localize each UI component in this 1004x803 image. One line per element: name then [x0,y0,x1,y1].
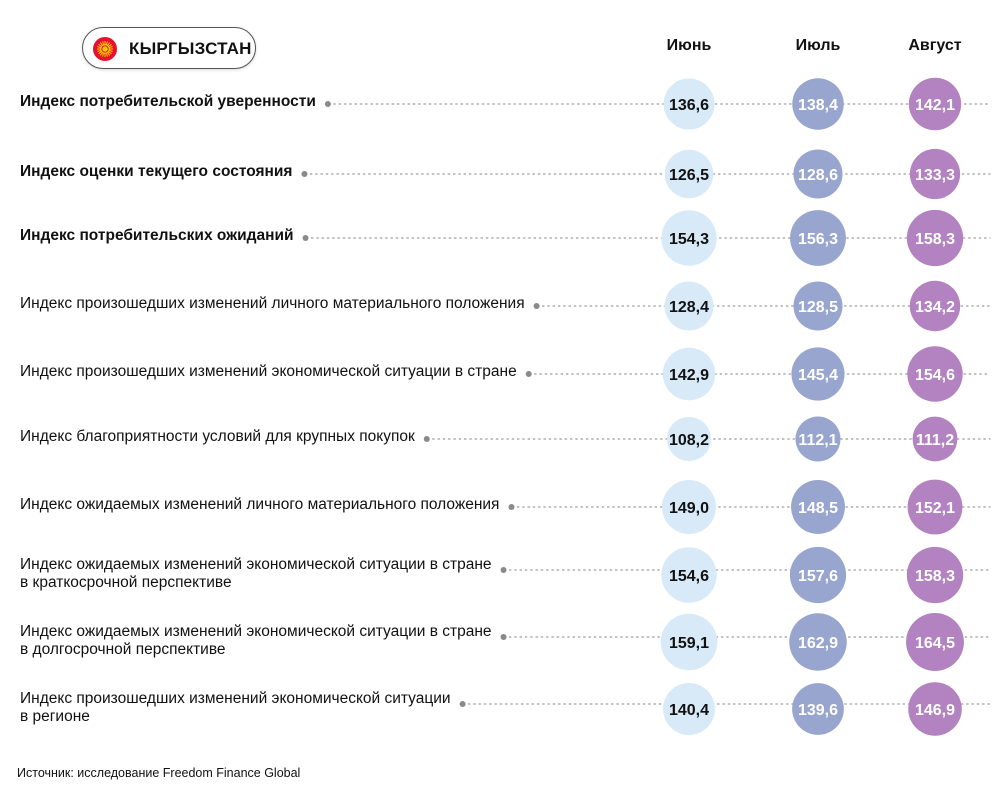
value-label-august: 133,3 [914,167,956,184]
value-label-july: 156,3 [797,231,839,248]
leader-dot [460,701,466,707]
value-label-august: 111,2 [915,432,955,449]
value-label-august: 158,3 [914,231,956,248]
row-label [20,93,316,111]
value-label-june: 140,4 [668,702,710,719]
value-label-june: 142,9 [668,367,710,384]
value-label-july: 112,1 [798,432,838,449]
column-header-july: Июль [795,37,841,54]
value-label-july: 138,4 [797,97,839,114]
row-label-line: Индекс ожидаемых изменений экономической ситуации в стране [20,556,492,573]
source-note: Источник: исследование Freedom Finance Global [17,766,301,780]
value-label-july: 128,5 [797,299,839,316]
row-label [20,295,525,313]
column-header-june: Июнь [666,37,712,54]
row-label-line: в регионе [20,708,90,725]
value-label-august: 146,9 [914,702,956,719]
value-label-august: 154,6 [914,367,956,384]
country-name: КЫРГЫЗСТАН [129,39,252,58]
leader-dot [501,634,507,640]
row-label-line: Индекс произошедших изменений экономической ситуации в стране [20,363,517,380]
row-label-line: Индекс потребительской уверенности [20,93,316,110]
row-label [20,496,499,514]
leader-dot [508,504,514,510]
row-label [20,363,517,381]
leader-dot [325,101,331,107]
leader-dot [301,171,307,177]
leader-dot [303,235,309,241]
leader-dot [501,567,507,573]
value-label-june: 159,1 [668,635,710,652]
row-label [20,227,294,245]
row-label-line: Индекс оценки текущего состояния [20,163,293,180]
value-label-august: 142,1 [914,97,956,114]
row-label [20,428,415,446]
column-header-august: Август [908,37,962,54]
value-label-august: 134,2 [914,299,956,316]
row-label [20,623,492,659]
value-label-august: 152,1 [914,500,956,517]
value-label-june: 128,4 [668,299,710,316]
row-label-line: Индекс потребительских ожиданий [20,227,294,244]
row-label-line: Индекс благоприятности условий для крупных покупок [20,428,415,445]
row-label [20,556,492,592]
row-label [20,690,451,726]
value-label-june: 149,0 [668,500,710,517]
leader-dot [526,371,532,377]
row-label [20,163,292,181]
row-label-line: Индекс произошедших изменений личного материального положения [20,295,525,312]
value-label-july: 128,6 [797,167,839,184]
row-label-line: Индекс ожидаемых изменений экономической ситуации в стране [20,623,492,640]
value-label-june: 126,5 [668,167,710,184]
value-label-july: 148,5 [797,500,839,517]
value-label-august: 164,5 [914,635,956,652]
row-label-line: Индекс ожидаемых изменений личного материального положения [20,496,500,513]
row-label-line: в долгосрочной перспективе [20,641,226,658]
value-label-june: 136,6 [668,97,710,114]
value-label-july: 145,4 [797,367,839,384]
row-label-line: в краткосрочной перспективе [20,574,232,591]
value-label-august: 158,3 [914,568,956,585]
value-label-july: 157,6 [797,568,839,585]
value-label-july: 139,6 [797,702,839,719]
leader-dot [424,436,430,442]
leader-dot [534,303,540,309]
value-label-june: 108,2 [668,432,710,449]
row-label-line: Индекс произошедших изменений экономической ситуации [20,690,451,707]
value-label-june: 154,3 [668,231,710,248]
value-label-june: 154,6 [668,568,710,585]
value-label-july: 162,9 [797,635,839,652]
